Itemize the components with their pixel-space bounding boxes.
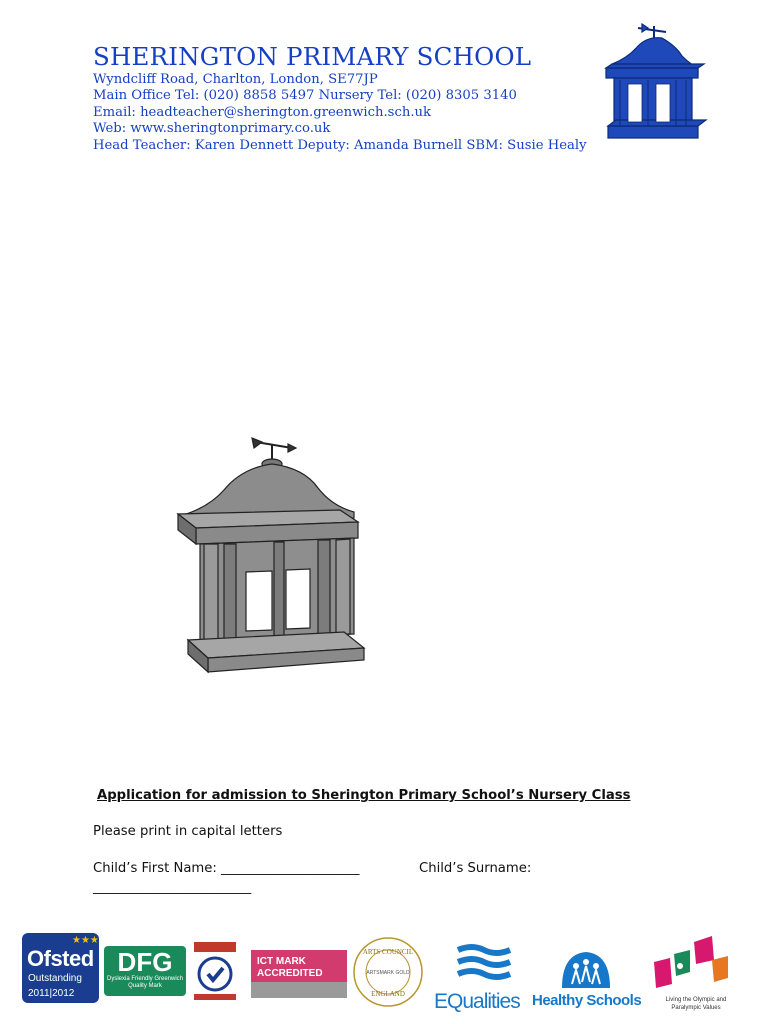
olympic-caption: Living the Olympic and Paralympic Values: [665, 997, 727, 1011]
healthy-schools-logo: [530, 948, 642, 1014]
form-instruction: Please print in capital letters: [93, 824, 283, 839]
school-phones: Main Office Tel: (020) 8858 5497 Nursery Tel: (020) 8305 3140: [93, 88, 517, 104]
dfg-name: DFG: [117, 947, 173, 977]
dfg-logo: [104, 946, 186, 996]
ofsted-logo: [22, 933, 99, 1003]
school-staff: Head Teacher: Karen Dennett Deputy: Amanda Burnell SBM: Susie Healy: [93, 137, 587, 153]
ofsted-name: Ofsted: [27, 946, 94, 971]
arts-council-bottom: ENGLAND: [371, 990, 405, 998]
first-name-field[interactable]: Child’s First Name: _____________________: [93, 861, 360, 876]
form-title: Application for admission to Sherington Primary School’s Nursery Class: [97, 788, 631, 803]
arts-council-logo-icon: [350, 934, 426, 1010]
surname-label: Child’s Surname:: [419, 861, 532, 876]
ofsted-rating: Outstanding: [28, 973, 82, 984]
cupola-illustration-icon: [168, 434, 368, 676]
ict-mark-logo: [251, 950, 347, 998]
school-name: SHERINGTON PRIMARY SCHOOL: [93, 42, 532, 71]
ofsted-years: 2011|2012: [28, 988, 75, 999]
people-icon: [558, 948, 614, 992]
waves-icon: [454, 942, 514, 986]
school-address: Wyndcliff Road, Charlton, London, SE77JP: [93, 72, 378, 87]
accreditation-logos: [0, 924, 770, 1024]
healthy-schools-name: Healthy Schools: [532, 992, 642, 1009]
quality-mark-icon: [192, 940, 238, 1002]
surname-field[interactable]: ________________________: [93, 880, 252, 895]
school-web: Web: www.sheringtonprimary.co.uk: [93, 121, 331, 137]
olympic-mark-icon: [650, 932, 732, 994]
letterhead: [93, 42, 587, 154]
school-email: Email: headteacher@sherington.greenwich.sch.uk: [93, 104, 432, 120]
equalities-name: EQualities: [434, 990, 520, 1013]
ict-mark-strip: [251, 982, 347, 998]
olympic-values-logo: [650, 932, 732, 1016]
ict-mark-line2: ACCREDITED: [257, 968, 323, 979]
arts-council-mid: ARTSMARK GOLD: [366, 970, 410, 976]
arts-council-top: ARTS COUNCIL: [362, 948, 414, 956]
equalities-logo: [432, 942, 528, 1014]
dfg-subtitle: Dyslexia Friendly Greenwich Quality Mark: [106, 976, 184, 989]
cupola-logo-icon: [598, 20, 708, 150]
ict-mark-line1: ICT MARK: [257, 956, 306, 967]
stars-icon: ★★★: [72, 935, 99, 946]
